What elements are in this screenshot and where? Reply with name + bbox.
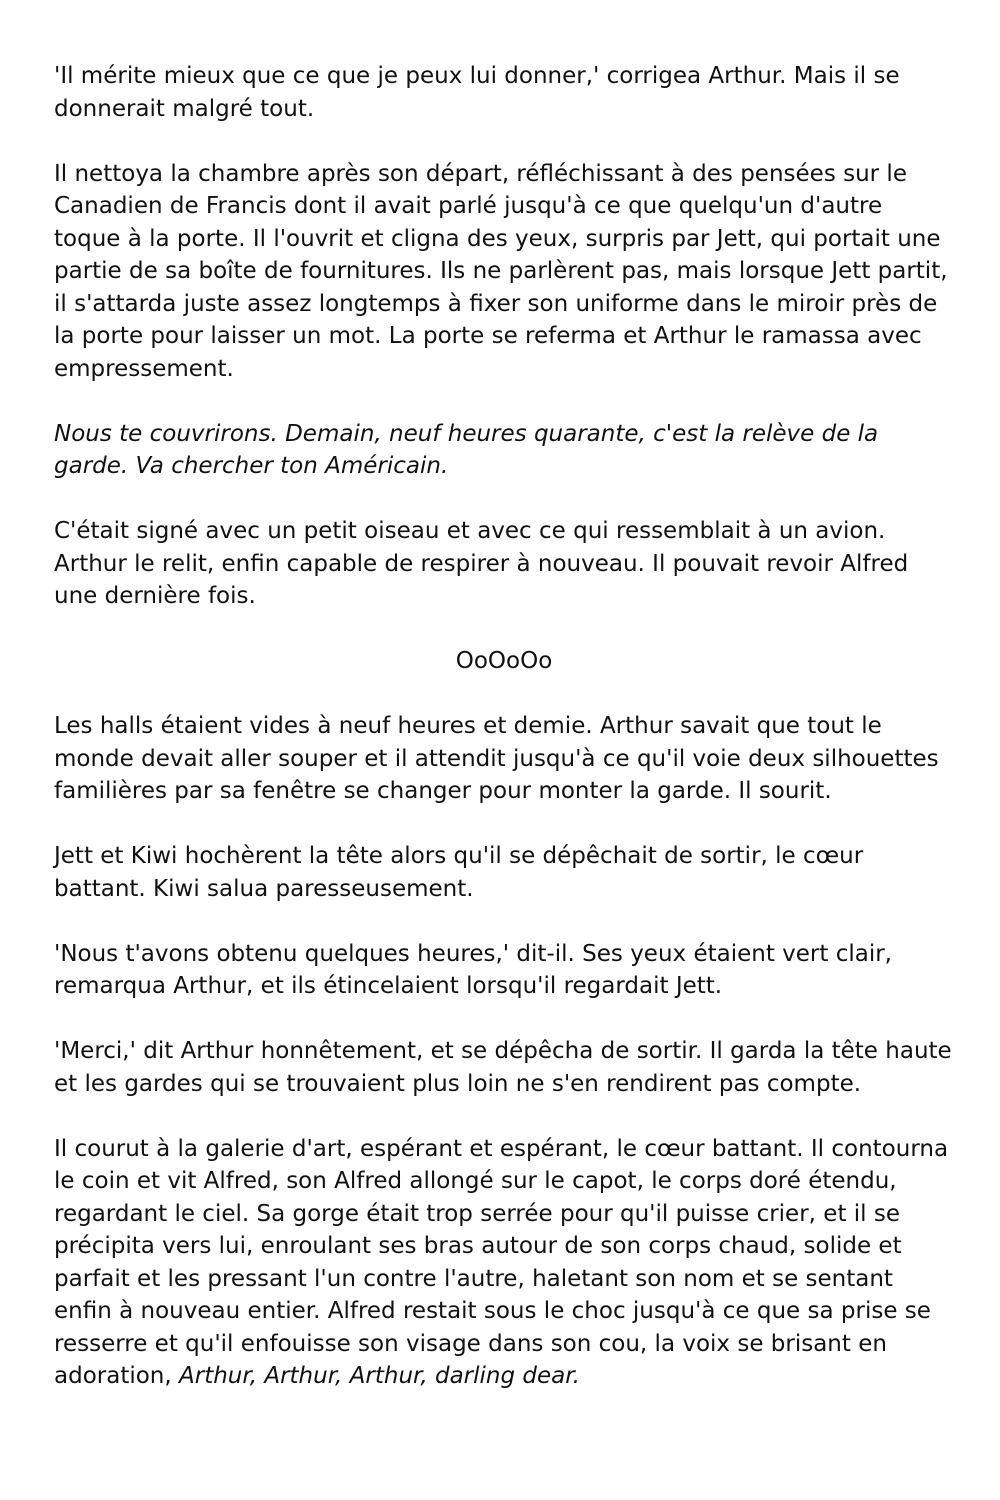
paragraph-3-note: Nous te couvrirons. Demain, neuf heures quarante, c'est la relève de la garde. Va chercher ton Américain. xyxy=(54,420,879,479)
section-separator: OoOoOo xyxy=(455,648,553,674)
paragraph-7: 'Nous t'avons obtenu quelques heures,' dit-il. Ses yeux étaient vert clair, remarqua Arthur, et ils étincelaient lorsqu'il regardait Jett. xyxy=(54,940,892,999)
paragraph-1: 'Il mérite mieux que ce que je peux lui donner,' corrigea Arthur. Mais il se donnerait malgré tout. xyxy=(54,63,900,122)
paragraph-5: Les halls étaient vides à neuf heures et demie. Arthur savait que tout le monde devait aller souper et il attendit jusqu'à ce qu'il voie deux silhouettes familières par sa fenêtre se changer pour monter la garde. Il sourit. xyxy=(54,713,939,804)
paragraph-2: Il nettoya la chambre après son départ, réfléchissant à des pensées sur le Canadien de Francis dont il avait parlé jusqu'à ce que quelqu'un d'autre toque à la porte. Il l'ouvrit et cligna des yeux, surpris par Jett, qui portait une partie de sa boîte de fournitures. Ils ne parlèrent pas, mais lorsque Jett partit, il s'attarda juste assez longtemps à fixer son uniforme dans le miroir près de la porte pour laisser un mot. La porte se referma et Arthur le ramassa avec empressement. xyxy=(54,160,948,382)
paragraph-final xyxy=(54,1133,954,1393)
paragraph-final-text: Il courut à la galerie d'art, espérant et espérant, le cœur battant. Il contourna le coin et vit Alfred, son Alfred allongé sur le capot, le corps doré étendu, regardant le ciel. Sa gorge était trop serrée pour qu'il puisse crier, et il se précipita vers lui, enroulant ses bras autour de son corps chaud, solide et parfait et les pressant l'un contre l'autre, haletant son nom et se sentant enfin à nouveau entier. Alfred restait sous le choc jusqu'à ce que sa prise se resserre et qu'il enfouisse son visage dans son cou, la voix se brisant en adoration, xyxy=(54,1135,949,1389)
paragraph-8: 'Merci,' dit Arthur honnêtement, et se dépêcha de sortir. Il garda la tête haute et les gardes qui se trouvaient plus loin ne s'en rendirent pas compte. xyxy=(54,1038,952,1097)
document-page xyxy=(54,60,954,1425)
paragraph-4: C'était signé avec un petit oiseau et avec ce qui ressemblait à un avion. Arthur le relit, enfin capable de respirer à nouveau. Il pouvait revoir Alfred une dernière fois. xyxy=(54,518,909,609)
paragraph-6: Jett et Kiwi hochèrent la tête alors qu'il se dépêchait de sortir, le cœur battant. Kiwi salua paresseusement. xyxy=(54,843,864,902)
paragraph-final-italic-tail: Arthur, Arthur, Arthur, darling dear. xyxy=(179,1363,580,1389)
